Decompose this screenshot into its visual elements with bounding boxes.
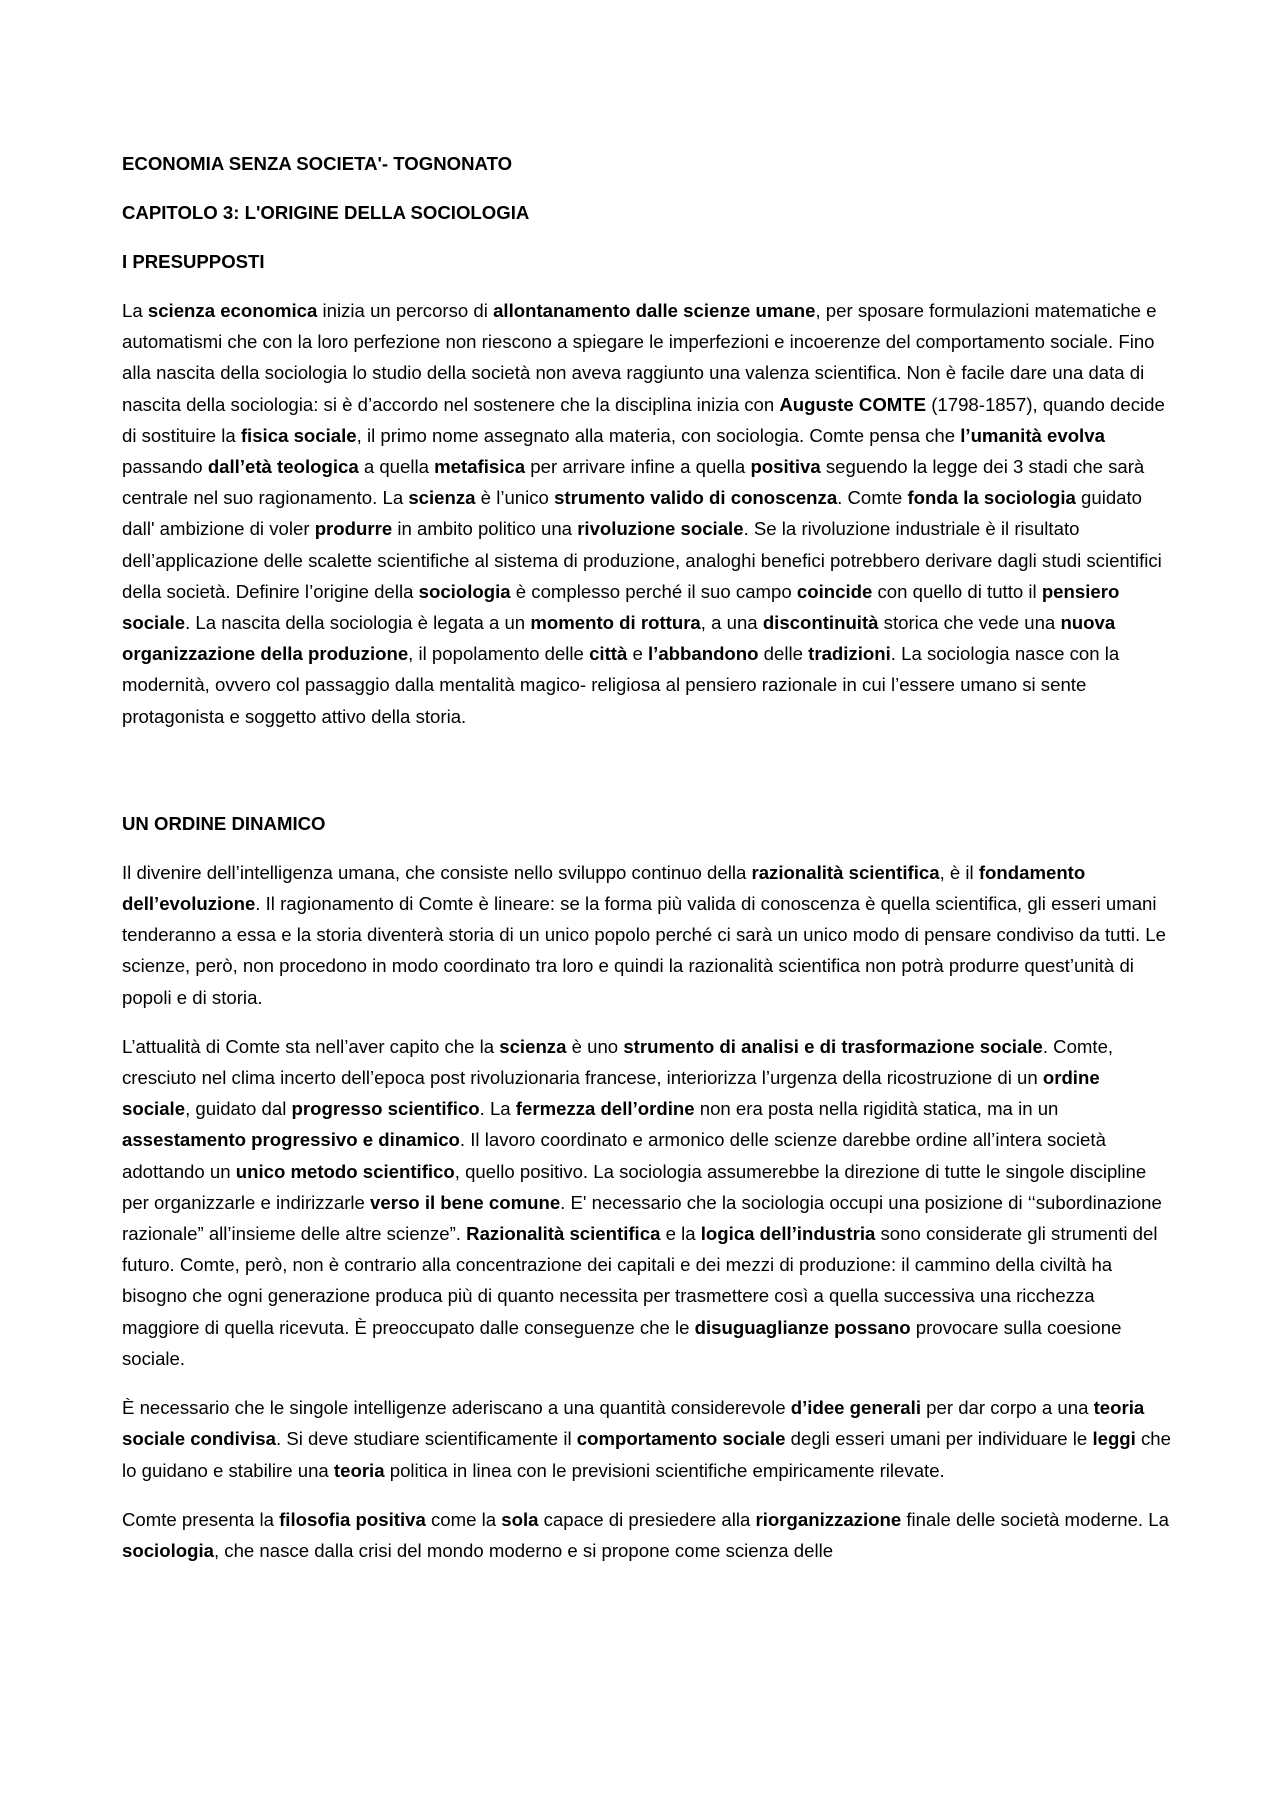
bold-term: scienza	[408, 487, 476, 509]
bold-term: nuova organizzazione della produzione	[122, 612, 1116, 665]
bold-term: scienza economica	[147, 300, 318, 321]
bold-term: fermezza dell’ordine	[515, 1098, 695, 1120]
bold-term: tradizioni	[808, 643, 891, 665]
bold-term: comportamento sociale	[576, 1428, 786, 1450]
bold-term: ordine sociale	[122, 1067, 1100, 1120]
bold-term: città	[589, 643, 628, 665]
bold-term: unico metodo scientifico	[235, 1160, 455, 1182]
paragraph: È necessario che le singole intelligenze aderiscano a una quantità considerevole d’idee generali per dar corpo a una teoria sociale condivisa. Si deve studiare scientificamente il comportamento sociale degli esseri umani per individuare le leggi che lo guidano e stabilire una teoria politica in linea con le previsioni scientifiche empiricamente rilevate.	[122, 1397, 1171, 1481]
bold-term: fonda la sociologia	[907, 487, 1076, 509]
bold-term: disuguaglianze possano	[694, 1316, 911, 1338]
section-spacer	[122, 750, 1172, 808]
bold-term: metafisica	[434, 456, 526, 478]
bold-term: sola	[501, 1508, 539, 1530]
bold-term: discontinuità	[762, 612, 879, 634]
bold-term: Razionalità scientifica	[466, 1223, 661, 1245]
document-body	[122, 148, 1172, 1584]
bold-term: momento di rottura	[530, 612, 701, 634]
bold-term: l’abbandono	[647, 643, 759, 665]
bold-term: scienza	[499, 1035, 567, 1057]
bold-term: pensiero sociale	[122, 580, 1120, 634]
bold-term: fondamento dell’evoluzione	[122, 861, 1086, 915]
section-heading-presupposti: I PRESUPPOSTI	[122, 251, 265, 272]
bold-term: strumento di analisi e di trasformazione sociale	[623, 1035, 1043, 1057]
bold-term: logica dell’industria	[700, 1223, 876, 1245]
paragraph: Comte presenta la filosofia positiva come la sola capace di presiedere alla riorganizzazione finale delle società moderne. La sociologia, che nasce dalla crisi del mondo moderno e si propone come scienza delle	[122, 1508, 1169, 1561]
bold-term: sociologia	[122, 1539, 214, 1561]
document-title: ECONOMIA SENZA SOCIETA'- TOGNONATO	[122, 153, 513, 174]
paragraph: Il divenire dell’intelligenza umana, che consiste nello sviluppo continuo della razionalità scientifica, è il fondamento dell’evoluzione. Il ragionamento di Comte è lineare: se la forma più valida di conoscenza è quella scientifica, gli esseri umani tenderanno a essa e la storia diventerà storia di un unico popolo perché ci sarà un unico modo di pensare condiviso da tutti. Le scienze, però, non procedono in modo coordinato tra loro e quindi la razionalità scientifica non potrà produrre quest’unità di popoli e di storia.	[122, 861, 1166, 1008]
bold-term: rivoluzione sociale	[577, 518, 744, 540]
bold-term: teoria sociale condivisa	[122, 1397, 1145, 1450]
chapter-title: CAPITOLO 3: L'ORIGINE DELLA SOCIOLOGIA	[122, 202, 530, 223]
bold-term: l’umanità evolva	[960, 424, 1105, 446]
bold-term: Auguste COMTE	[779, 393, 927, 415]
paragraph: La scienza economica inizia un percorso di allontanamento dalle scienze umane, per sposare formulazioni matematiche e automatismi che con la loro perfezione non riescono a spiegare le imperfezioni e incoerenze del comportamento sociale. Fino alla nascita della sociologia lo studio della società non aveva raggiunto una valenza scientifica. Non è facile dare una data di nascita della sociologia: si è d’accordo nel sostenere che la disciplina inizia con Auguste COMTE (1798-1857), quando decide di sostituire la fisica sociale, il primo nome assegnato alla materia, con sociologia. Comte pensa che l’umanità evolva passando dall’età teologica a quella metafisica per arrivare infine a quella positiva seguendo la legge dei 3 stadi che sarà centrale nel suo ragionamento. La scienza è l’unico strumento valido di conoscenza. Comte fonda la sociologia guidato dall' ambizione di voler produrre in ambito politico una rivoluzione sociale. Se la rivoluzione industriale è il risultato dell’applicazione delle scalette scientifiche al sistema di produzione, analoghi benefici potrebbero derivare dagli studi scientifici della società. Definire l’origine della sociologia è complesso perché il suo campo coincide con quello di tutto il pensiero sociale. La nascita della sociologia è legata a un momento di rottura, a una discontinuità storica che vede una nuova organizzazione della produzione, il popolamento delle città e l’abbandono delle tradizioni. La sociologia nasce con la modernità, ovvero col passaggio dalla mentalità magico- religiosa al pensiero razionale in cui l’essere umano si sente protagonista e soggetto attivo della storia.	[122, 300, 1165, 727]
bold-term: dall’età teologica	[207, 456, 359, 478]
bold-term: positiva	[750, 456, 821, 478]
bold-term: riorganizzazione	[755, 1508, 902, 1530]
bold-term: progresso scientifico	[291, 1098, 480, 1120]
bold-term: sociologia	[418, 580, 511, 602]
bold-term: razionalità scientifica	[751, 861, 940, 883]
section-heading-ordine-dinamico: UN ORDINE DINAMICO	[122, 812, 326, 834]
bold-term: coincide	[796, 580, 873, 602]
bold-term: assestamento progressivo e dinamico	[122, 1129, 460, 1151]
bold-term: strumento valido di conoscenza	[554, 487, 838, 509]
bold-term: allontanamento dalle scienze umane	[493, 300, 816, 321]
bold-term: d’idee generali	[790, 1397, 921, 1419]
bold-term: verso il bene comune	[370, 1191, 561, 1213]
bold-term: filosofia positiva	[279, 1508, 426, 1530]
bold-term: leggi	[1092, 1428, 1136, 1450]
bold-term: produrre	[314, 518, 393, 540]
paragraph: L’attualità di Comte sta nell’aver capito che la scienza è uno strumento di analisi e di trasformazione sociale. Comte, cresciuto nel clima incerto dell’epoca post rivoluzionaria francese, interiorizza l’urgenza della ricostruzione di un ordine sociale, guidato dal progresso scientifico. La fermezza dell’ordine non era posta nella rigidità statica, ma in un assestamento progressivo e dinamico. Il lavoro coordinato e armonico delle scienze darebbe ordine all’intera società adottando un unico metodo scientifico, quello positivo. La sociologia assumerebbe la direzione di tutte le singole discipline per organizzarle e indirizzarle verso il bene comune. E' necessario che la sociologia occupi una posizione di ‘‘subordinazione razionale” all’insieme delle altre scienze”. Razionalità scientifica e la logica dell’industria sono considerate gli strumenti del futuro. Comte, però, non è contrario alla concentrazione dei capitali e dei mezzi di produzione: il cammino della civiltà ha bisogno che ogni generazione produca più di quanto necessita per trasmettere così a quella successiva una ricchezza maggiore di quella ricevuta. È preoccupato dalle conseguenze che le disuguaglianze possano provocare sulla coesione sociale.	[122, 1035, 1162, 1369]
bold-term: fisica sociale	[240, 424, 357, 446]
bold-term: teoria	[333, 1459, 385, 1481]
